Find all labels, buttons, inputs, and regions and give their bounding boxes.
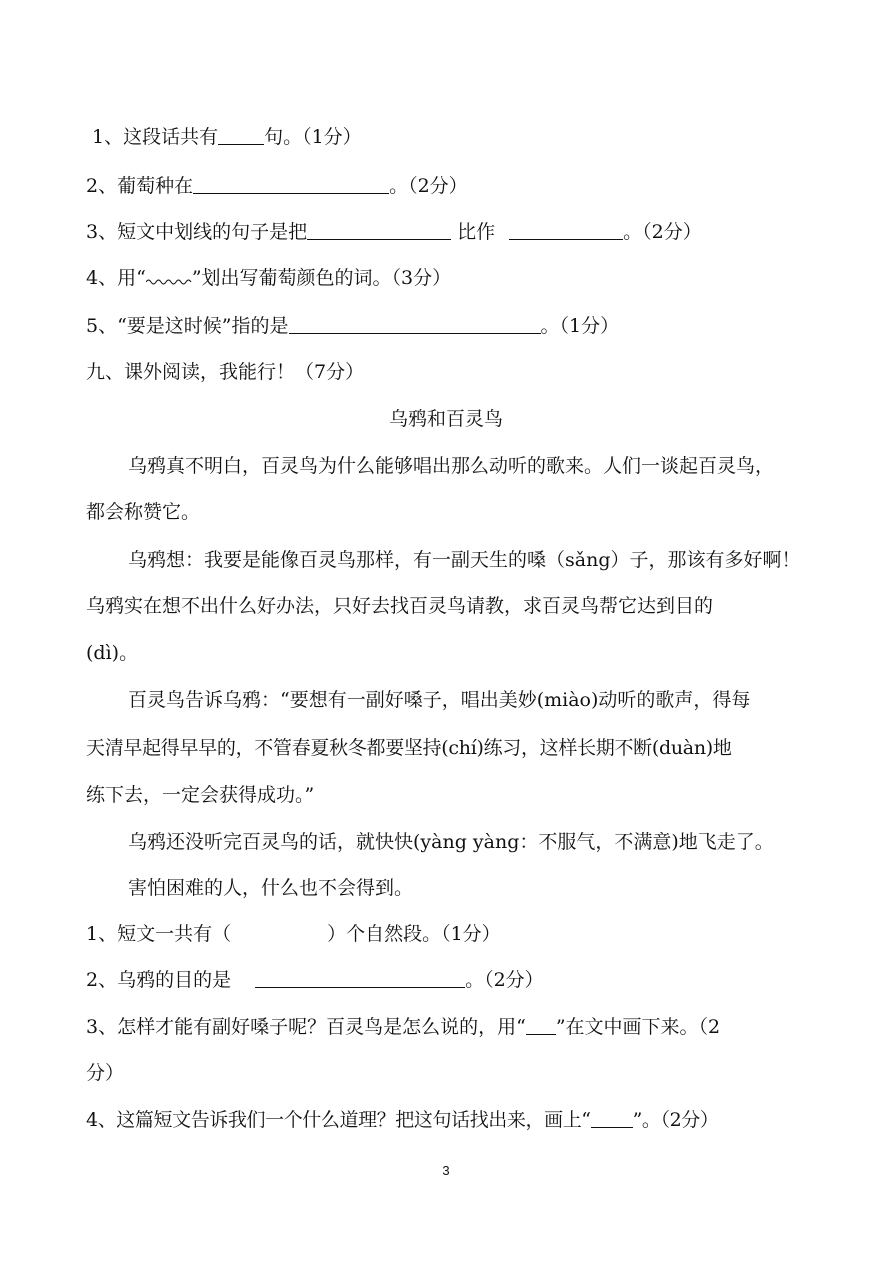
q8-1-prefix: 1、这段话共有: [92, 126, 219, 148]
q8-3-blank-a[interactable]: [307, 221, 451, 240]
q8-item-3: [86, 217, 702, 244]
q8-2-prefix: 2、葡萄种在: [86, 175, 194, 197]
story-p3-line1: 百灵鸟告诉乌鸦：“要想有一副好嗓子，唱出美妙(miào)动听的歌声，得每: [128, 689, 751, 711]
story-p3-line2: 天清早起得早早的，不管春夏秋冬都要坚持(chí)练习，这样长期不断(duàn)地: [86, 737, 732, 759]
q8-3-mid: 比作: [457, 221, 496, 243]
story-p4: 乌鸦还没听完百灵鸟的话，就快快(yàng yàng：不服气，不满意)地飞走了。: [128, 831, 774, 853]
q9-1-suffix: ）个自然段。（1分）: [327, 923, 501, 945]
q8-item-5: [86, 311, 619, 338]
q9-1-prefix: 1、短文一共有（: [86, 923, 232, 945]
q9-3-prefix: 3、怎样才能有副好嗓子呢？百灵鸟是怎么说的，用“: [86, 1016, 526, 1038]
q9-item-3-line1: [86, 1012, 720, 1039]
q9-2-suffix: 。（2分）: [465, 969, 544, 991]
q8-item-4: [86, 263, 451, 290]
q8-4-suffix: ”划出写葡萄颜色的词。（3分）: [191, 267, 452, 289]
q9-item-3-line2: 分）: [86, 1062, 125, 1084]
q8-5-blank[interactable]: [289, 315, 541, 334]
wavy-underline-icon: [146, 277, 192, 287]
q8-item-2: [86, 171, 468, 198]
q9-4-suffix: ”。（2分）: [632, 1109, 719, 1131]
q9-2-prefix: 2、乌鸦的目的是: [86, 969, 232, 991]
story-p2-line2: 乌鸦实在想不出什么好办法，只好去找百灵鸟请教，求百灵鸟帮它达到目的: [86, 595, 714, 617]
q8-2-suffix: 。（2分）: [389, 175, 468, 197]
straight-underline-icon: [591, 1109, 633, 1128]
q9-item-2: [86, 965, 544, 992]
story-p5: 害怕困难的人，什么也不会得到。: [128, 877, 414, 899]
story-p3-line3: 练下去，一定会获得成功。”: [86, 784, 315, 806]
q9-item-1: [86, 919, 501, 946]
q8-item-1: [92, 122, 362, 149]
story-p1-line1: 乌鸦真不明白，百灵鸟为什么能够唱出那么动听的歌来。人们一谈起百灵鸟，: [128, 455, 775, 477]
q8-1-blank[interactable]: [218, 126, 264, 145]
q8-3-blank-b[interactable]: [509, 221, 623, 240]
page-number: 3: [442, 1163, 450, 1178]
story-title: 乌鸦和百灵鸟: [388, 408, 503, 430]
section-9-heading: 九、课外阅读，我能行！（7分）: [86, 361, 365, 383]
q8-1-suffix: 句。（1分）: [264, 126, 362, 148]
q8-3-prefix: 3、短文中划线的句子是把: [86, 221, 308, 243]
q9-item-4: [86, 1105, 719, 1132]
story-p1-line2: 都会称赞它。: [86, 501, 201, 523]
q8-5-prefix: 5、“要是这时候”指的是: [86, 315, 289, 337]
story-p2-line3: (dì)。: [86, 642, 139, 664]
q9-3-suffix: ”在文中画下来。（2: [555, 1016, 721, 1038]
straight-underline-icon: [526, 1016, 556, 1035]
q9-2-blank[interactable]: [255, 969, 465, 988]
q8-3-suffix: 。（2分）: [623, 221, 702, 243]
q8-2-blank[interactable]: [193, 175, 389, 194]
q8-4-prefix: 4、用“: [86, 267, 146, 289]
story-p2-line1: 乌鸦想：我要是能像百灵鸟那样，有一副天生的嗓（sǎng）子，那该有多好啊！: [128, 549, 801, 571]
q8-5-suffix: 。（1分）: [540, 315, 620, 337]
q9-4-prefix: 4、这篇短文告诉我们一个什么道理？把这句话找出来，画上“: [86, 1109, 591, 1131]
